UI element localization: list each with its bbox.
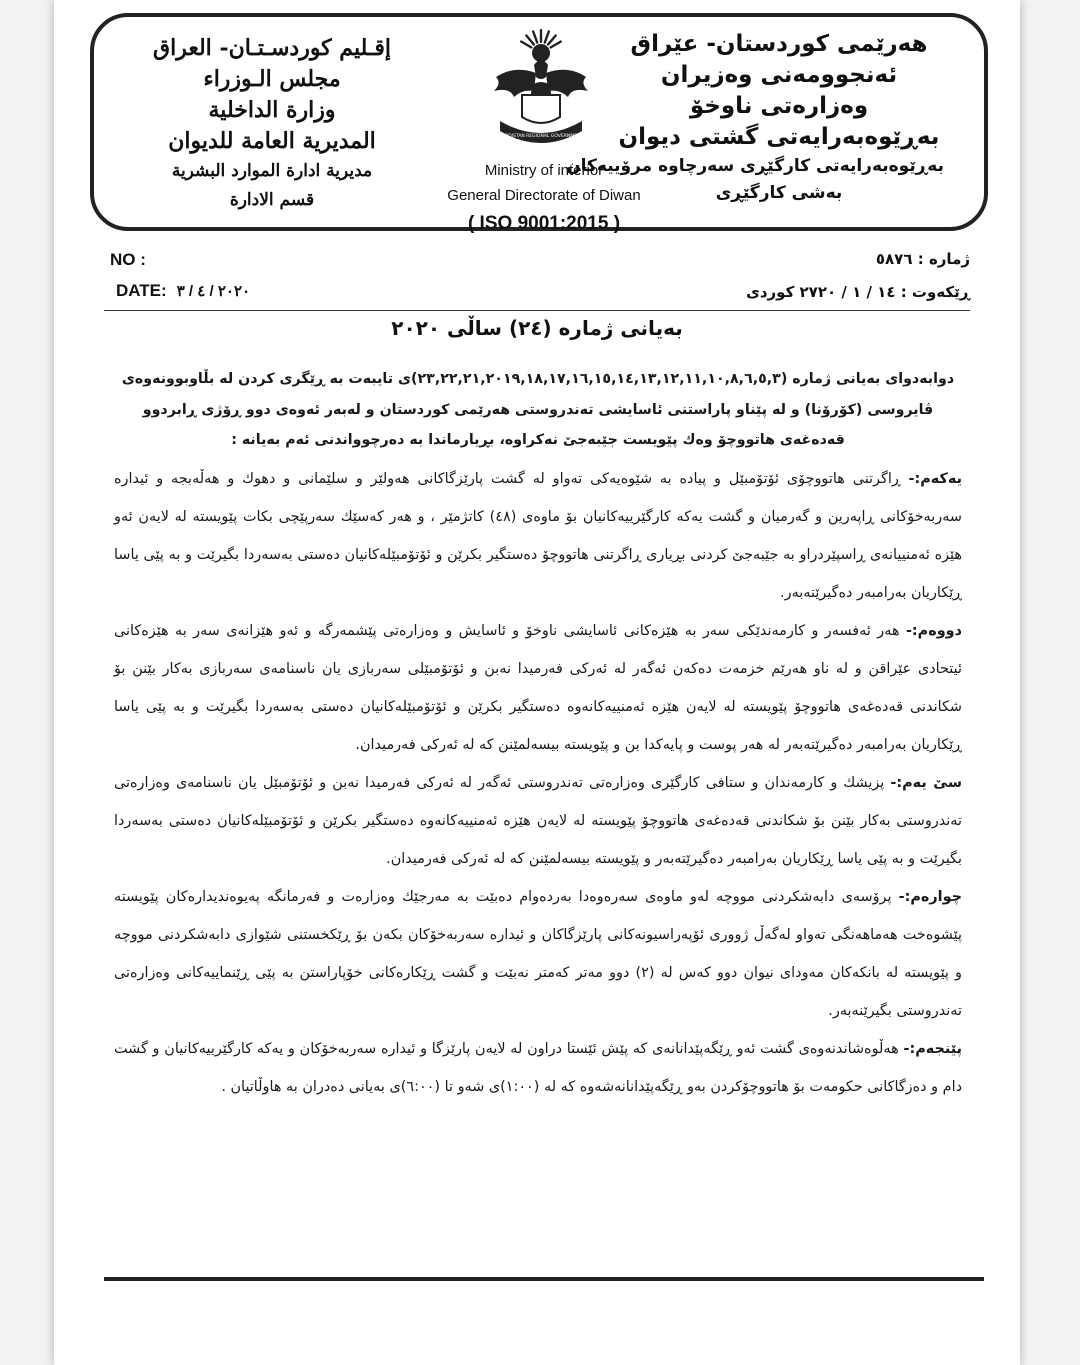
- date-row: [116, 281, 250, 301]
- clause-paragraph: [114, 1030, 962, 1106]
- clause-paragraph: [114, 878, 962, 1030]
- statement-body: [114, 364, 962, 1106]
- date-value: ٢٠٢٠ / ٤ / ٣: [176, 283, 251, 300]
- clause-heading: یەکەم:-: [908, 470, 962, 487]
- clause-text: هەر ئەفسەر و کارمەندێکی سەر بە هێزەکانی ئاسایشی ناوخۆ و ئاسایش و وەزارەتی پێشمەرگە و ئەو هێزانەی سەر بە هێزەکانی ئیتحادی عێراقن و لە ناو هەرێم خزمەت دەکەن ئەگەر لە ئەرکی فەرمیدا نەبن و ئۆتۆمبێلی سەربازی یان ناسنامەی سەربازی بەکار بێنن بۆ شکاندنی قەدەغەی هاتووچۆ پێویستە لە لایەن هێزە ئەمنییەکانەوە دەستگیر بکرێن و ئۆتۆمبێلەکانیان دەستی بەسەردا بگیرێت و بە پێی یاسا ڕێکاریان بەرامبەر دەگیرێتەبەر لە هەر پوست و پایەکدا بن و پێویستە بیسەلمێنن کە لە ئەرکی فەرمیدان.: [114, 622, 962, 753]
- arabic-header-line: إقـليم كوردسـتـان- العراق: [153, 35, 391, 61]
- clause-text: ڕاگرتنی هاتووچۆی ئۆتۆمبێل و پیادە بە شێوەیەکی تەواو لە گشت پارێزگاکانی هەولێر و سلێمانی و دهوك و هەڵەبجە و ئیدارە سەربەخۆکانی ڕاپەرین و گەرمیان و گشت یەکە کارگێرییەکانیان بۆ ماوەی (٤٨) کاتژمێر ، و هەر کەسێك سەرپێچی بکات پێویستە لە لایەن ئەو هێزە ئەمنییانەی ڕاسپێردراو بە جێبەجێ کردنی بڕیاری ڕاگرتنی هاتووچۆ دەستگیر بکرێن و ئۆتۆمبێلەکانیان دەستی بەسەردا بگیرێت و بە پێی یاسا ڕێکاریان بەرامبەر دەگیرێتەبەر.: [114, 470, 962, 601]
- arabic-header-line: المديرية العامة للديوان: [168, 128, 376, 154]
- clause-paragraph: [114, 764, 962, 878]
- clause-heading: سێ یەم:-: [890, 774, 962, 791]
- date-label: DATE:: [116, 281, 167, 300]
- letterhead: [90, 13, 988, 234]
- clause-text: پزیشك و کارمەندان و ستافی کارگێری وەزارەتی تەندروستی ئەگەر لە ئەرکی فەرمیدا نەبن و ئۆتۆمبێل یان ناسنامەی وەزارەتی تەندروستی بەکار بێنن بۆ شکاندنی قەدەغەی هاتووچۆ پێویستە لە لایەن هێزە ئەمنییەکانەوە دەستگیر بکرێن و ئۆتۆمبێلەکانیان دەستی بەسەردا بگیرێت و بە پێی یاسا ڕێکاریان بەرامبەر دەگیرێتەبەر و پێویستە بیسەلمێنن کە لە ئەرکی فەرمیدان.: [114, 774, 962, 867]
- ministry-name-english: Ministry of interior: [484, 162, 604, 179]
- directorate-name-english: General Directorate of Diwan: [447, 187, 641, 204]
- clause-paragraph: [114, 460, 962, 612]
- arabic-header-line: مديرية ادارة الموارد البشرية: [171, 161, 373, 181]
- kurdish-header-line: هەرێمی کوردستان- عێراق: [630, 31, 928, 57]
- header-divider: [104, 310, 970, 311]
- arabic-header: [122, 33, 422, 215]
- number-label: NO :: [110, 250, 146, 269]
- statement-intro: دوابەدوای بەیانی ژمارە (٢٣,٢٢,٢١,٢٠١٩,١٨,١٧,١٦,١٥,١٤,١٣,١٢,١١,١٠,٨,٦,٥,٣)ی تایبەت بە ڕێگری کردن لە بڵاوبوونەوەی ڤایروسی (کۆرۆنا) و لە پێناو پاراستنی ئاسایشی تەندروستی هەرێمی کوردستان و لەبەر ئەوەی دوو ڕۆژی ڕابردوو قەدەغەی هاتووچۆ وەك پێویست جێبەجێ نەکراوە، بڕیارماندا بە دەرچوواندنی ئەم بەیانە :: [121, 371, 955, 448]
- kurdish-header-line: بەڕێوەبەرایەتی کارگێڕی سەرچاوە مرۆییەکان: [566, 156, 944, 176]
- kurdish-header-line: بەڕێوەبەرایەتی گشتی دیوان: [618, 124, 940, 150]
- kurdish-header: [566, 29, 944, 207]
- reference-date: ڕێکەوت : ١٤ / ١ / ٢٧٢٠ کوردی: [746, 283, 970, 301]
- reference-number: ژمارە : ٥٨٧٦: [875, 250, 970, 268]
- krg-emblem-icon: [474, 25, 609, 155]
- kurdish-header-line: وەزارەتی ناوخۆ: [689, 93, 869, 119]
- clause-heading: چوارەم:-: [898, 888, 962, 905]
- clause-text: هەڵوەشاندنەوەی گشت ئەو ڕێگەپێدانانەی کە پێش ئێستا دراون لە لایەن پارێزگا و ئیدارە سەربەخۆکان و یەکە کارگێرییەکانیان و گشت دام و دەزگاکانی حکومەت بۆ هاتووچۆکردن بەو ڕێگەپێدانانەشەوە کە لە (١:٠٠)ی شەو تا (٦:٠٠)ی بەیانی دەدران بە هاوڵاتیان .: [114, 1040, 962, 1095]
- arabic-header-line: مجلس الـوزراء: [203, 66, 341, 92]
- arabic-header-line: وزارة الداخلية: [208, 97, 336, 123]
- clause-text: پرۆسەی دابەشکردنی مووچە لەو ماوەی سەرەوەدا بەردەوام دەبێت بە مەرجێك وەزارەت و فەرمانگە پەیوەندیدارەکان پێویستە پێشوەخت هەماهەنگی تەواو لەگەڵ ژووری ئۆپەراسیونەکانی پارێزگاکان و ئیدارە سەربەخۆکان بکەن بۆ ڕێکخستنی شێوازی دابەشکردنی مووچە و پێویستە لە بانکەکان مەودای نیوان دوو کەس لە (٢) دوو مەتر کەمتر نەبێت و گشت ڕێکارەکانی خۆپاراستن بە پێی ڕێنماییەکانی وەزارەتی تەندروستی بگیرێنەبەر.: [114, 888, 962, 1019]
- emblem-text: KURDISTAN REGIONAL GOVERNMENT: [498, 134, 584, 139]
- statement-title: بەیانی ژمارە (٢٤) ساڵی ٢٠٢٠: [391, 316, 683, 340]
- kurdish-header-line: بەشی کارگێڕی: [715, 183, 843, 203]
- document-page: [54, 0, 1020, 1365]
- clause-heading: پێنجەم:-: [903, 1040, 962, 1057]
- footer-divider: [104, 1277, 984, 1281]
- clause-paragraph: [114, 612, 962, 764]
- kurdish-header-line: ئەنجوومەنی وەزیران: [660, 62, 898, 88]
- arabic-header-line: قسم الادارة: [229, 190, 315, 210]
- iso-label: ( ISO 9001:2015 ): [467, 213, 621, 234]
- clause-heading: دووەم:-: [905, 622, 962, 639]
